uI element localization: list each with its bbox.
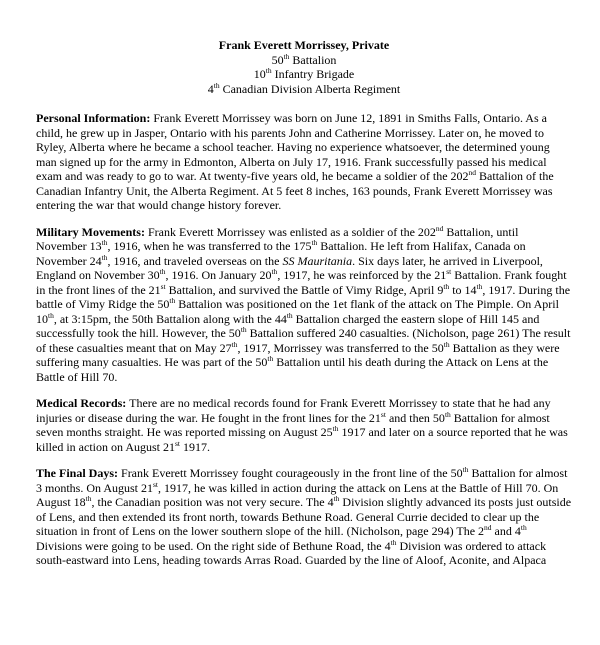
title-brigade-line: 10th Infantry Brigade	[253, 66, 355, 81]
section-body-the-final-days: Frank Everett Morrissey fought courageously in the front line of the 50th Battalion for almost 3 months. On August 21st, 1917, he was killed in action during the attack on Lens at the Battle of Hill 70. On August 18th, the Canadian position was not very secure. The 4th Division slightly advanced its posts just outside of Lens, and then extended its front north, towards Bethune Road. General Currie decided to clear up the situation in front of Lens on the lower southern slope of the hill. (Nicholson, page 294) The 2nd and 4th Divisions were going to be used. On the right side of Bethune Road, the 4th Division was ordered to attack south-eastward into Lens, heading towards Arras Road. Guarded by the line of Aloof, Aconite, and Alpaca	[36, 465, 572, 567]
section-personal-information	[36, 111, 572, 213]
section-body-medical-records: There are no medical records found for Frank Everett Morrissey to state that he had any injuries or disease during the war. He fought in the front lines for the 21st and then 50th Battalion for almost seven months straight. He was reported missing on August 25th 1917 and later on a source reported that he was killed in action on August 21st 1917.	[36, 396, 568, 454]
title-name-line: Frank Everett Morrissey, Private	[218, 38, 390, 52]
section-heading-personal-information: Personal Information:	[36, 111, 151, 125]
title-division-line: 4th Canadian Division Alberta Regiment	[207, 80, 401, 96]
section-body-personal-information: Frank Everett Morrissey was born on June 12, 1891 in Smiths Falls, Ontario. As a child, he grew up in Jasper, Ontario with his parents John and Catherine Morrissey. Later on, he moved to Ryley, Alberta where he became a school teacher. Having no experience whatsoever, the determined young man signed up for the army in Edmonton, Alberta on July 17, 1916. Frank successfully passed his medical exam and was ready to go to war. At twenty-five years old, he became a soldier of the 202nd Battalion of the Canadian Infantry Unit, the Alberta Regiment. At 5 feet 8 inches, 163 pounds, Frank Everett Morrissey was entering the war that would change history forever.	[36, 111, 554, 212]
section-heading-the-final-days: The Final Days:	[36, 466, 119, 480]
section-heading-military-movements: Military Movements:	[36, 224, 145, 239]
section-heading-medical-records: Medical Records:	[36, 396, 127, 410]
title-block	[36, 38, 572, 96]
document-content	[36, 38, 572, 568]
title-battalion-line: 50th Battalion	[271, 51, 337, 67]
section-the-final-days	[36, 466, 572, 568]
section-body-military-movements: Frank Everett Morrissey was enlisted as a soldier of the 202nd Battalion, until November 13th, 1916, when he was transferred to the 175th Battalion. He left from Halifax, Canada on November 24th, 1916, and traveled overseas on the SS Mauritania. Six days later, he arrived in Liverpool, England on November 30th, 1916. On January 20th, 1917, he was reinforced by the 21st Battalion. Frank fought in the front lines of the 21st Battalion, and survived the Battle of Vimy Ridge, April 9th to 14th, 1917. During the battle of Vimy Ridge the 50th Battalion was positioned on the 1et flank of the attack on The Pimple. On April 10th, at 3:15pm, the 50th Battalion along with the 44th Battalion charged the eastern slope of Hill 145 and successfully took the hill. However, the 50th Battalion suffered 240 casualties. (Nicholson, page 261) The result of these casualties meant that on May 27th, 1917, Morrissey was transferred to the 50th Battalion as they were suffering many casualties. He was part of the 50th Battalion until his death during the Attack on Lens at the Battle of Hill 70.	[36, 223, 571, 384]
section-military-movements	[36, 225, 572, 385]
section-medical-records	[36, 396, 572, 454]
